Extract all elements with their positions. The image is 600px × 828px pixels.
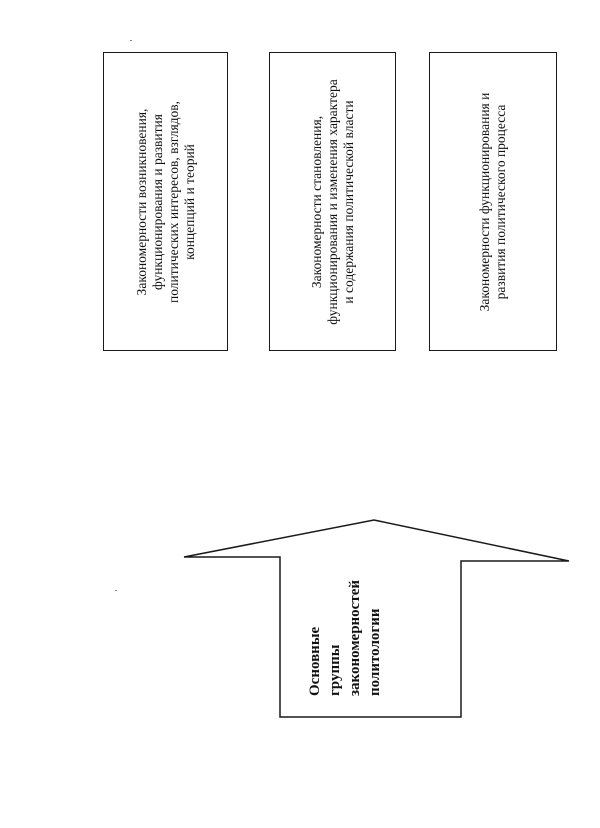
box-text-line: политических интересов, взглядов, [165, 100, 181, 303]
arrow-label-line: политологии [367, 608, 383, 697]
box-text-line: функционирования и развития [149, 113, 165, 290]
box-text-line: функционирования и изменения характера [324, 78, 340, 325]
box-text-line: Закономерности становления, [308, 115, 324, 288]
box-text-line: и содержания политической власти [340, 99, 356, 304]
arrow-label-line: группы [327, 644, 343, 697]
main-arrow-label [305, 580, 385, 696]
arrow-label-line: Основные [307, 626, 323, 697]
box-text-line: развития политического процесса [493, 104, 508, 299]
arrow-label-line: закономерностей [347, 579, 363, 697]
box-text-line: Закономерности возникновения, [133, 108, 149, 295]
box-text-line: концепций и теорий [181, 143, 197, 260]
box-text-line: Закономерности функционирования и [477, 92, 492, 311]
